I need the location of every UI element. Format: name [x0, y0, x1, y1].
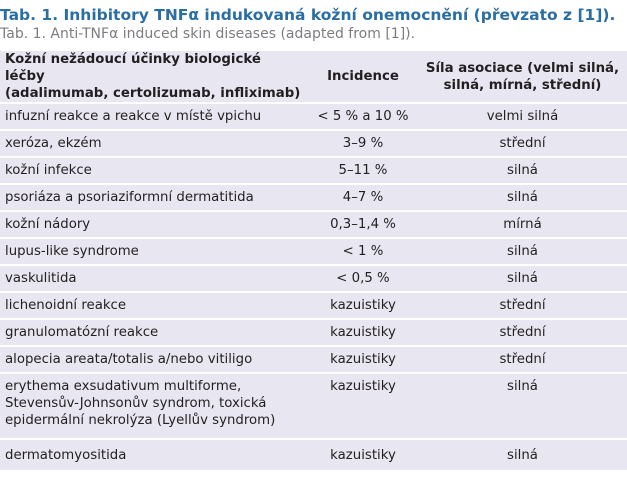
table-row	[0, 439, 627, 470]
header-adverse-effects	[0, 51, 308, 103]
cell-association: střední	[418, 292, 627, 319]
cell-association: silná	[418, 265, 627, 292]
cell-effect: xeróza, ekzém	[0, 130, 308, 157]
caption-czech: Tab. 1. Inhibitory TNFα indukovaná kožní onemocnění (převzato z [1]).	[0, 6, 616, 24]
cell-association: střední	[418, 130, 627, 157]
cell-incidence: kazuistiky	[308, 319, 418, 346]
cell-effect: kožní nádory	[0, 211, 308, 238]
cell-incidence: kazuistiky	[308, 373, 418, 439]
cell-association: mírná	[418, 211, 627, 238]
table-row	[0, 346, 627, 373]
cell-association: střední	[418, 319, 627, 346]
table-row	[0, 211, 627, 238]
cell-incidence: kazuistiky	[308, 292, 418, 319]
table-row	[0, 157, 627, 184]
table-header-row	[0, 51, 627, 103]
table-caption	[0, 0, 627, 44]
table-row	[0, 238, 627, 265]
cell-effect: vaskulitida	[0, 265, 308, 292]
table-row	[0, 292, 627, 319]
table-row	[0, 373, 627, 439]
cell-incidence: kazuistiky	[330, 447, 396, 463]
cell-effect: dermatomyositida	[5, 447, 127, 463]
cell-incidence: < 0,5 %	[308, 265, 418, 292]
cell-association: silná	[418, 238, 627, 265]
table-row	[0, 130, 627, 157]
cell-effect: kožní infekce	[0, 157, 308, 184]
cell-association: silná	[418, 373, 627, 439]
header-association-line1: Síla asociace (velmi silná,	[425, 60, 620, 76]
cell-incidence: < 5 % a 10 %	[308, 103, 418, 130]
cell-association: silná	[418, 184, 627, 211]
table-row	[0, 319, 627, 346]
cell-effect-line: Stevensův-Johnsonův syndrom, toxická	[5, 396, 267, 411]
cell-incidence: 5–11 %	[308, 157, 418, 184]
cell-effect-line: epidermální nekrolýza (Lyellův syndrom)	[5, 413, 276, 428]
cell-effect: granulomatózní reakce	[0, 319, 308, 346]
table-row	[0, 265, 627, 292]
header-incidence: Incidence	[308, 51, 418, 103]
cell-incidence: 4–7 %	[308, 184, 418, 211]
cell-incidence: kazuistiky	[308, 346, 418, 373]
table-row	[0, 103, 627, 130]
cell-incidence: 0,3–1,4 %	[308, 211, 418, 238]
cell-association: velmi silná	[418, 103, 627, 130]
header-association	[418, 51, 627, 103]
cell-effect: infuzní reakce a reakce v místě vpichu	[0, 103, 308, 130]
adverse-effects-table	[0, 51, 627, 470]
header-adverse-effects-line2: (adalimumab, certolizumab, infliximab)	[5, 86, 301, 101]
cell-effect	[0, 373, 308, 439]
cell-incidence: < 1 %	[308, 238, 418, 265]
caption-english: Tab. 1. Anti-TNFα induced skin diseases (adapted from [1]).	[0, 26, 416, 42]
cell-effect-line: erythema exsudativum multiforme,	[5, 379, 242, 394]
cell-effect: lupus-like syndrome	[0, 238, 308, 265]
header-association-line2: silná, mírná, střední)	[443, 77, 602, 93]
cell-effect: lichenoidní reakce	[0, 292, 308, 319]
cell-effect: alopecia areata/totalis a/nebo vitiligo	[0, 346, 308, 373]
cell-association: střední	[418, 346, 627, 373]
cell-incidence: 3–9 %	[308, 130, 418, 157]
cell-effect: psoriáza a psoriaziformní dermatitida	[0, 184, 308, 211]
header-adverse-effects-line1: Kožní nežádoucí účinky biologické léčby	[5, 52, 261, 84]
table-row	[0, 184, 627, 211]
cell-association: silná	[418, 157, 627, 184]
cell-association: silná	[507, 447, 538, 463]
